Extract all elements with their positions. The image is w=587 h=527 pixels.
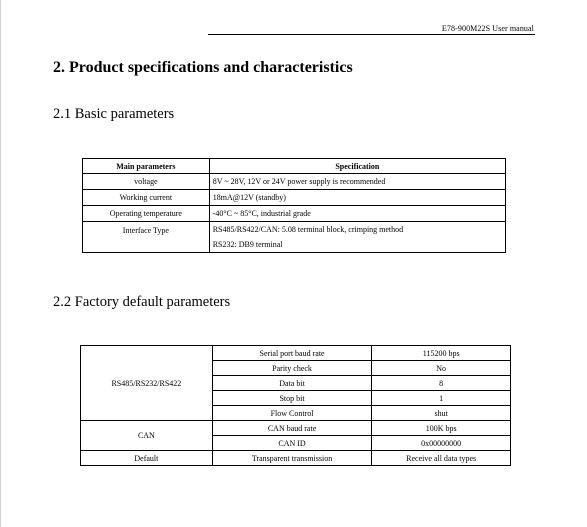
param-cell: Parity check — [212, 361, 372, 376]
param-cell: Data bit — [212, 376, 372, 391]
group-cell: Default — [81, 451, 213, 466]
param-cell: voltage — [83, 174, 210, 190]
column-header-specification: Specification — [209, 159, 505, 174]
param-cell: Operating temperature — [83, 206, 210, 222]
basic-parameters-table — [82, 158, 506, 253]
header-rule — [208, 34, 535, 35]
param-cell: CAN ID — [212, 436, 372, 451]
factory-defaults-heading: 2.2 Factory default parameters — [53, 294, 231, 310]
value-cell: 100K bps — [372, 421, 511, 436]
factory-defaults-table — [80, 345, 511, 466]
value-cell: 8 — [372, 376, 511, 391]
value-cell: 115200 bps — [372, 346, 511, 361]
table-row — [83, 222, 506, 253]
table-row — [83, 174, 506, 190]
spec-cell: 18mA@12V (standby) — [209, 190, 505, 206]
value-cell: 1 — [372, 391, 511, 406]
table-row — [83, 190, 506, 206]
param-cell: Working current — [83, 190, 210, 206]
value-cell: No — [372, 361, 511, 376]
spec-line: RS485/RS422/CAN: 5.08 terminal block, crimping method — [212, 225, 404, 234]
table-row — [83, 206, 506, 222]
spec-cell — [209, 222, 505, 253]
param-cell: Stop bit — [212, 391, 372, 406]
value-cell: shut — [372, 406, 511, 421]
group-cell: CAN — [81, 421, 213, 451]
spec-cell: -40°C ~ 85°C, industrial grade — [209, 206, 505, 222]
table-row — [81, 346, 511, 361]
param-cell: CAN baud rate — [212, 421, 372, 436]
basic-parameters-heading: 2.1 Basic parameters — [53, 106, 175, 122]
table-row — [81, 421, 511, 436]
group-cell: RS485/RS232/RS422 — [81, 346, 213, 421]
table-row — [81, 451, 511, 466]
column-header-main-parameters: Main parameters — [83, 159, 210, 174]
value-cell: 0x00000000 — [372, 436, 511, 451]
page-edge — [0, 0, 1, 527]
param-text: Interface Type — [122, 226, 169, 235]
value-cell: Receive all data types — [372, 451, 511, 466]
param-cell: Flow Control — [212, 406, 372, 421]
spec-cell: 8V ~ 28V, 12V or 24V power supply is recommended — [209, 174, 505, 190]
spec-line: RS232: DB9 terminal — [212, 240, 283, 249]
table-header-row — [83, 159, 506, 174]
param-cell: Transparent transmission — [212, 451, 372, 466]
param-cell — [83, 222, 210, 253]
section-heading: 2. Product specifications and characteristics — [53, 59, 353, 76]
param-cell: Serial port baud rate — [212, 346, 372, 361]
document-header: E78-900M22S User manual — [441, 24, 534, 33]
